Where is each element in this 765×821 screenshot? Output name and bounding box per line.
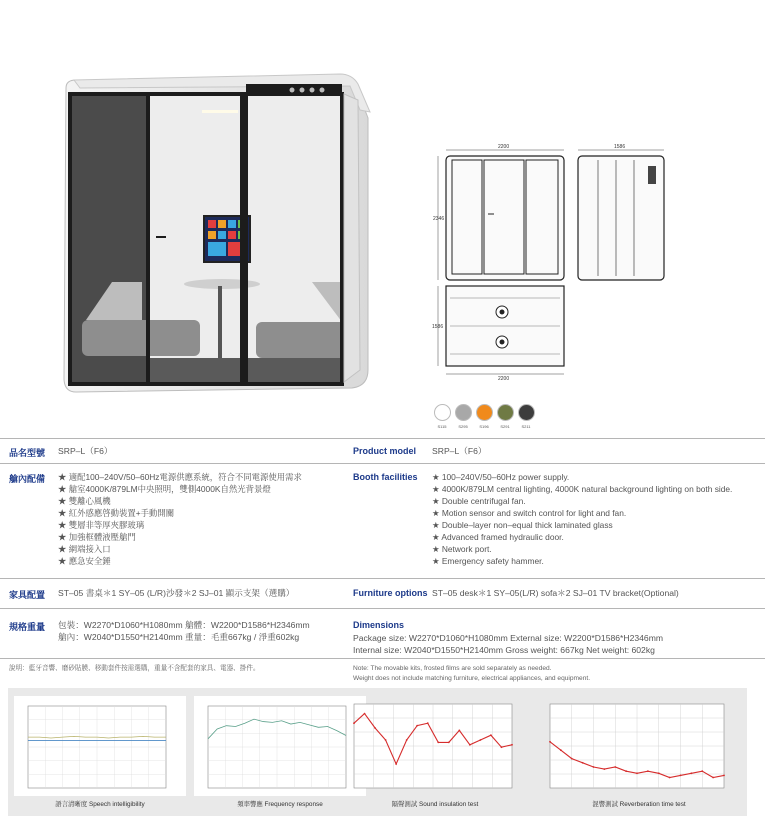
data-point [364, 713, 366, 715]
data-point [560, 749, 562, 751]
data-point [701, 770, 703, 772]
facility-en-item: ★ Double–layer non–equal thick laminated glass [432, 519, 732, 531]
model-label-en: Product model [353, 446, 417, 456]
facility-zh-item: ★ 艙室4000K/879LM中央照明，雙側4000K自然光背景燈 [58, 483, 302, 495]
data-point [571, 758, 573, 760]
product-photo [52, 70, 384, 400]
color-swatch-code: S291 [500, 424, 510, 429]
data-point [511, 744, 513, 746]
data-point [501, 746, 503, 748]
facility-zh-item: ★ 雙離心風機 [58, 495, 302, 507]
color-swatch [518, 404, 535, 421]
caption-frequency: 頻率響應 Frequency response [237, 801, 323, 808]
color-swatch [476, 404, 493, 421]
data-point [437, 742, 439, 744]
color-swatch [434, 404, 451, 421]
furniture-label-zh: 家具配置 [9, 590, 46, 600]
divider [0, 463, 765, 464]
speech-intelligibility-chart [14, 696, 186, 796]
divider [0, 438, 765, 439]
side-depth-label: 1586 [614, 144, 626, 150]
note-en-line2: Weight does not include matching furniture, electrical appliances, and equipment. [353, 675, 591, 682]
caption-speech: 語言清晰度 Speech intelligibility [55, 801, 145, 808]
facility-en-item: ★ Emergency safety hammer. [432, 555, 732, 567]
plan-depth-label: 1586 [432, 324, 444, 330]
furniture-value-en: ST–05 desk＊1 SY–05(L/R) sofa＊2 SJ–01 TV bracket(Optional) [432, 588, 679, 598]
dimensions-en-line2: Internal size: W2040*D1550*H2140mm Gross weight: 667kg Net weight: 602kg [353, 645, 655, 655]
dimensions-zh-line2: 艙內：W2040*D1550*H2140mm 重量：毛重667kg / 淨重602kg [58, 632, 300, 642]
color-swatch-code: S211 [521, 424, 531, 429]
facility-en-item: ★ 4000K/879LM central lighting, 4000K natural background lighting on both side. [432, 483, 732, 495]
facilities-list-zh [58, 471, 302, 567]
color-swatch [455, 404, 472, 421]
data-point [480, 739, 482, 741]
color-swatch-code: S295 [458, 424, 468, 429]
caption-reverb: 混響測試 Reverberation time test [592, 801, 686, 808]
data-point [549, 741, 551, 743]
data-point [582, 762, 584, 764]
data-point [416, 725, 418, 727]
model-value-en: SRP–L（F6） [432, 446, 487, 456]
data-point [680, 775, 682, 777]
data-point [593, 766, 595, 768]
dimensions-zh-line1: 包裝：W2270*D1060*H1080mm 艙體：W2200*D1586*H2346mm [58, 620, 310, 630]
plan-width-label: 2200 [498, 376, 510, 382]
front-width-label: 2200 [498, 144, 510, 150]
facility-en-item: ★ Double centrifugal fan. [432, 495, 732, 507]
facility-en-item: ★ 100–240V/50–60Hz power supply. [432, 471, 732, 483]
data-point [353, 722, 355, 724]
color-swatches [432, 404, 542, 434]
facilities-list-en [432, 471, 732, 567]
data-point [647, 770, 649, 772]
facility-zh-item: ★ 適配100–240V/50–60Hz電源供應系統，符合不同電源使用需求 [58, 471, 302, 483]
facility-zh-item: ★ 雙層非等厚夾膠玻璃 [58, 519, 302, 531]
model-value-zh: SRP–L（F6） [58, 446, 113, 456]
data-point [385, 739, 387, 741]
data-point [669, 777, 671, 779]
facility-en-item: ★ Network port. [432, 543, 732, 555]
data-point [712, 777, 714, 779]
facility-en-item: ★ Motion sensor and switch control for light and fan. [432, 507, 732, 519]
side-elevation-drawing [574, 142, 668, 282]
plan-view-drawing [432, 284, 568, 382]
data-point [723, 775, 725, 777]
facility-zh-item: ★ 網端接入口 [58, 543, 302, 555]
note-en-line1: Note: The movable kits, frosted films are sold separately as needed. [353, 665, 552, 672]
sound-insulation-chart [340, 696, 530, 796]
color-swatch-code: S196 [479, 424, 489, 429]
data-point [625, 770, 627, 772]
color-swatch-code: S115 [437, 424, 447, 429]
data-point [469, 744, 471, 746]
front-elevation-drawing [432, 142, 568, 282]
data-point [458, 730, 460, 732]
note-zh: 說明：藍牙音響、磨砂貼膜、移動套件按需選購，重量不含配套的家具、電器、掛件。 [9, 665, 260, 672]
dimensions-label-zh: 規格重量 [9, 622, 46, 632]
facility-en-item: ★ Advanced framed hydraulic door. [432, 531, 732, 543]
data-point [406, 739, 408, 741]
dimensions-label-en: Dimensions [353, 620, 405, 630]
data-point [448, 742, 450, 744]
facilities-label-en: Booth facilities [353, 472, 418, 482]
data-point [603, 768, 605, 770]
dimensions-en-line1: Package size: W2270*D1060*H1080mm External size: W2200*D1586*H2346mm [353, 633, 664, 643]
data-point [490, 734, 492, 736]
divider [0, 608, 765, 609]
facility-zh-item: ★ 加強框體液壓艙門 [58, 531, 302, 543]
data-point [658, 772, 660, 774]
data-point [427, 722, 429, 724]
data-point [374, 727, 376, 729]
furniture-label-en: Furniture options [353, 588, 428, 598]
acoustic-test-panel [8, 688, 747, 816]
caption-sound: 隔聲測試 Sound insulation test [391, 801, 479, 808]
model-label-zh: 品名型號 [9, 448, 46, 458]
front-height-label: 2346 [433, 216, 445, 222]
data-point [636, 772, 638, 774]
data-point [614, 766, 616, 768]
reverberation-time-chart [536, 696, 742, 796]
data-point [690, 772, 692, 774]
facilities-label-zh: 艙內配備 [9, 474, 46, 484]
data-point [395, 763, 397, 765]
divider [0, 658, 765, 659]
facility-zh-item: ★ 應急安全錘 [58, 555, 302, 567]
furniture-value-zh: ST–05 書桌＊1 SY–05 (L/R)沙發＊2 SJ–01 顯示支架（選購） [58, 588, 295, 598]
facility-zh-item: ★ 紅外感應啓動裝置+手動開關 [58, 507, 302, 519]
divider [0, 578, 765, 579]
color-swatch [497, 404, 514, 421]
